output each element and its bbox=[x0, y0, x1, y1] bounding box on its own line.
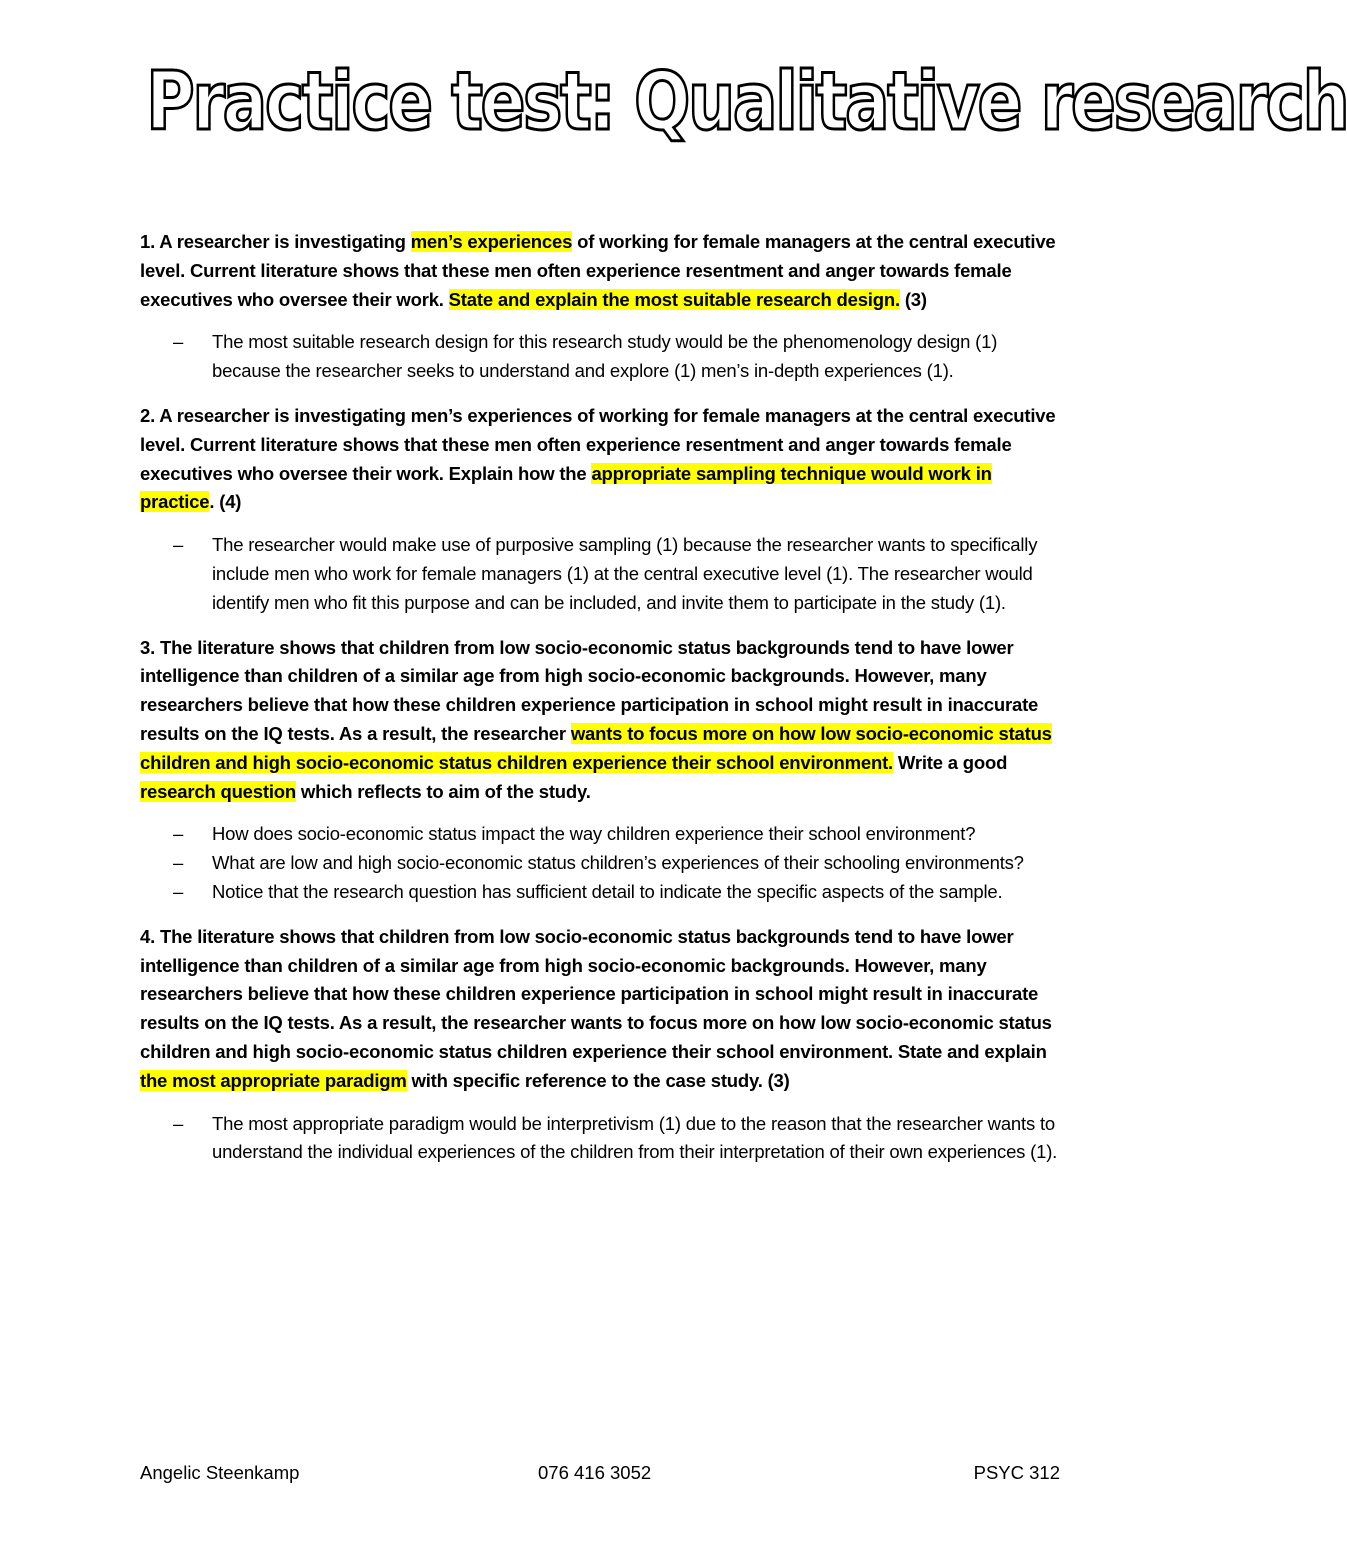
highlighted-text: wants to focus more on how low socio-economic status children and high socio-economic status children experience their school environment. bbox=[140, 722, 1052, 773]
page-footer bbox=[140, 1459, 1060, 1487]
answer-item: – The researcher would make use of purposive sampling (1) because the researcher wants to specifically include men who work for female managers (1) at the central executive level (1). The researcher would identify men who fit this purpose and can be included, and invite them to participate in the study (1). bbox=[140, 531, 1060, 617]
question-text: (3) bbox=[899, 288, 927, 310]
question-1 bbox=[140, 228, 1060, 314]
question-text: 4. The literature shows that children from low socio-economic status backgrounds tend to have lower intelligence than children of a similar age from high socio-economic backgrounds. However, many researchers believe that how these children experience participation in school might result in inaccurate results on the IQ tests. As a result, the researcher wants to focus more on how low socio-economic status children and high socio-economic status children experience their school environment. State and explain bbox=[140, 925, 1052, 1062]
question-text: 3. The literature shows that children from low socio-economic status backgrounds tend to have lower intelligence than children of a similar age from high socio-economic backgrounds. However, many researchers believe that how these children experience participation in school might result in inaccurate results on the IQ tests. As a result, the researcher bbox=[140, 636, 1039, 744]
question-text: with specific reference to the case study. (3) bbox=[406, 1069, 790, 1091]
answer-item: – The most appropriate paradigm would be interpretivism (1) due to the reason that the researcher wants to understand the individual experiences of the children from their interpretation of their own experiences (1). bbox=[140, 1110, 1060, 1168]
answer-list-1 bbox=[140, 328, 1060, 386]
question-text: of working for female managers at the central executive level. Current literature shows that these men often experience resentment and anger towards female executives who oversee their work. bbox=[140, 231, 1056, 310]
answer-item: – How does socio-economic status impact the way children experience their school environment? bbox=[140, 820, 1060, 849]
highlighted-text: appropriate sampling technique would work in practice bbox=[140, 462, 992, 513]
page-title: Practice test: Qualitative research bbox=[146, 55, 1347, 148]
highlighted-text: State and explain the most suitable research design. bbox=[448, 288, 900, 310]
highlighted-text: men’s experiences bbox=[410, 231, 573, 252]
answer-list-4 bbox=[140, 1110, 1060, 1168]
question-3 bbox=[140, 634, 1060, 807]
question-text: Write a good bbox=[892, 751, 1008, 773]
question-text: 2. A researcher is investigating men’s experiences of working for female managers at the central executive level. Current literature shows that these men often experience resentment and anger towards female executives who oversee their work. Explain how the bbox=[140, 404, 1056, 484]
question-text: . (4) bbox=[209, 491, 242, 513]
highlighted-text: research question bbox=[140, 780, 296, 802]
answer-list-2 bbox=[140, 531, 1060, 617]
document-body bbox=[140, 228, 1060, 1183]
highlighted-text: the most appropriate paradigm bbox=[140, 1069, 407, 1091]
footer-phone: 076 416 3052 bbox=[538, 1462, 652, 1483]
answer-list-3 bbox=[140, 820, 1060, 906]
answer-item: – What are low and high socio-economic status children’s experiences of their schooling environments? bbox=[140, 849, 1060, 878]
question-text: which reflects to aim of the study. bbox=[295, 780, 591, 802]
question-4 bbox=[140, 923, 1060, 1096]
answer-item: – The most suitable research design for this research study would be the phenomenology design (1) because the researcher seeks to understand and explore (1) men’s in-depth experiences (1). bbox=[140, 328, 1060, 386]
footer-author: Angelic Steenkamp bbox=[140, 1462, 300, 1483]
answer-item: – Notice that the research question has sufficient detail to indicate the specific aspects of the sample. bbox=[140, 878, 1060, 907]
footer-course: PSYC 312 bbox=[973, 1462, 1060, 1483]
question-2 bbox=[140, 402, 1060, 517]
question-text: 1. A researcher is investigating bbox=[140, 231, 411, 252]
